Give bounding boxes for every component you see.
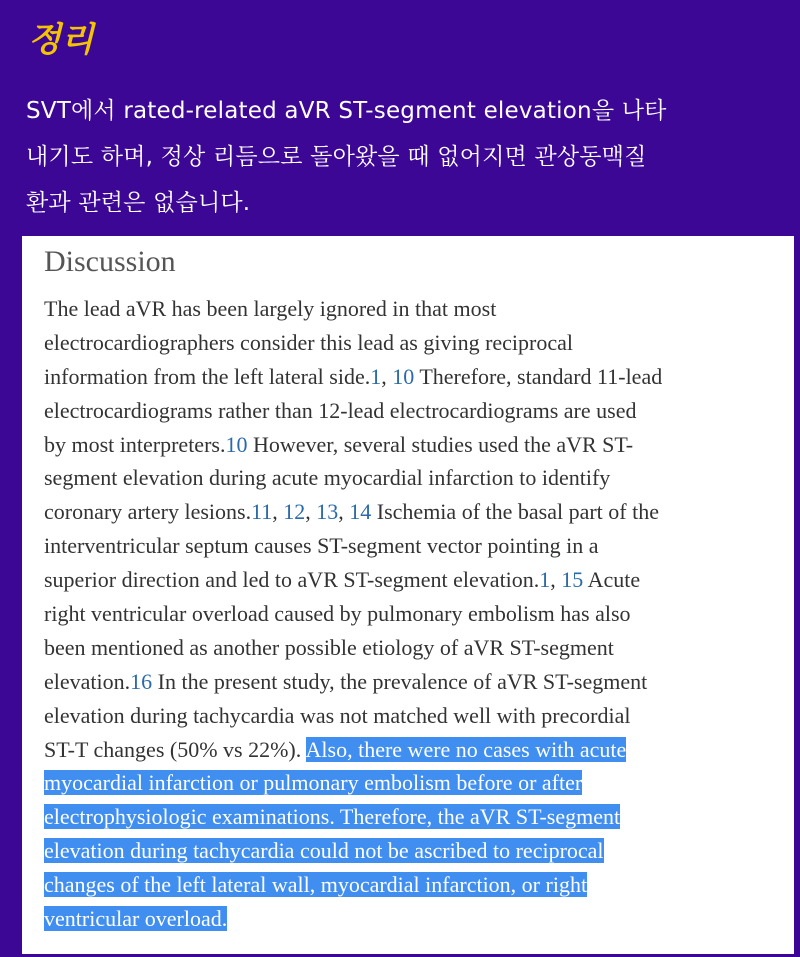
paragraph-line: [44, 461, 784, 495]
paragraph-line: [44, 360, 784, 394]
slide-title: 정리: [28, 20, 94, 60]
citation-link[interactable]: 1: [539, 567, 551, 593]
paragraph-line: [44, 834, 784, 868]
paragraph-text: right ventricular overload caused by pulmonary embolism has also: [44, 601, 631, 627]
paragraph-text: segment elevation during acute myocardial infarction to identify: [44, 465, 611, 491]
paragraph-text: ,: [305, 499, 317, 525]
citation-link[interactable]: 15: [561, 567, 584, 593]
highlighted-text: Also, there were no cases with acute: [305, 736, 627, 762]
paragraph-line: [44, 733, 784, 767]
paragraph-line: [44, 902, 784, 936]
paragraph-line: [44, 529, 784, 563]
summary-text: [26, 88, 786, 226]
paragraph-text: electrocardiographers consider this lead as giving reciprocal: [44, 329, 573, 355]
citation-link[interactable]: 12: [283, 499, 306, 525]
paragraph-line: [44, 495, 784, 529]
paragraph-line: [44, 766, 784, 800]
paragraph-text: Ischemia of the basal part of the: [371, 499, 659, 525]
citation-link[interactable]: 11: [251, 499, 273, 525]
paragraph-text: Therefore, standard 11-lead: [414, 363, 663, 389]
highlighted-text: myocardial infarction or pulmonary embolism before or after: [44, 770, 583, 796]
paragraph-text: ,: [550, 567, 562, 593]
paragraph-text: by most interpreters.: [44, 431, 226, 457]
paragraph-line: [44, 868, 784, 902]
paragraph-text: ,: [381, 363, 393, 389]
article-paragraph: [44, 292, 784, 936]
paragraph-text: information from the left lateral side.: [44, 363, 371, 389]
paragraph-line: [44, 563, 784, 597]
paragraph-line: [44, 597, 784, 631]
highlighted-text: electrophysiologic examinations. Therefore, the aVR ST-segment: [44, 804, 621, 830]
paragraph-line: [44, 665, 784, 699]
paragraph-line: [44, 699, 784, 733]
citation-link[interactable]: 14: [349, 499, 372, 525]
highlighted-text: ventricular overload.: [44, 906, 228, 932]
paragraph-text: elevation during tachycardia was not matched well with precordial: [44, 702, 631, 728]
paragraph-line: [44, 428, 784, 462]
summary-line: SVT에서 rated-related aVR ST-segment elevation을 나타: [26, 98, 667, 124]
paragraph-text: superior direction and led to aVR ST-segment elevation.: [44, 567, 540, 593]
paragraph-text: Acute: [583, 567, 641, 593]
highlighted-text: changes of the left lateral wall, myocardial infarction, or right: [44, 872, 588, 898]
section-heading: Discussion: [44, 245, 176, 278]
paragraph-line: [44, 800, 784, 834]
paragraph-text: ,: [272, 499, 284, 525]
article-excerpt: [22, 236, 794, 954]
paragraph-text: electrocardiograms rather than 12-lead electrocardiograms are used: [44, 397, 637, 423]
citation-link[interactable]: 10: [225, 431, 248, 457]
citation-link[interactable]: 10: [392, 363, 415, 389]
paragraph-text: elevation.: [44, 668, 131, 694]
paragraph-text: interventricular septum causes ST-segment vector pointing in a: [44, 533, 599, 559]
citation-link[interactable]: 13: [316, 499, 339, 525]
paragraph-line: [44, 631, 784, 665]
citation-link[interactable]: 16: [130, 668, 153, 694]
paragraph-text: However, several studies used the aVR ST-: [247, 431, 634, 457]
paragraph-text: ST-T changes (50% vs 22%).: [44, 736, 306, 762]
paragraph-line: [44, 394, 784, 428]
citation-link[interactable]: 1: [370, 363, 382, 389]
summary-line: 환과 관련은 없습니다.: [26, 190, 251, 216]
paragraph-text: In the present study, the prevalence of aVR ST-segment: [152, 668, 648, 694]
paragraph-text: been mentioned as another possible etiology of aVR ST-segment: [44, 634, 614, 660]
paragraph-text: ,: [338, 499, 350, 525]
paragraph-text: The lead aVR has been largely ignored in that most: [44, 296, 497, 321]
highlighted-text: elevation during tachycardia could not be ascribed to reciprocal: [44, 838, 604, 864]
summary-line: 내기도 하며, 정상 리듬으로 돌아왔을 때 없어지면 관상동맥질: [26, 144, 647, 170]
paragraph-line: [44, 326, 784, 360]
paragraph-line: [44, 292, 784, 326]
paragraph-text: coronary artery lesions.: [44, 499, 252, 525]
